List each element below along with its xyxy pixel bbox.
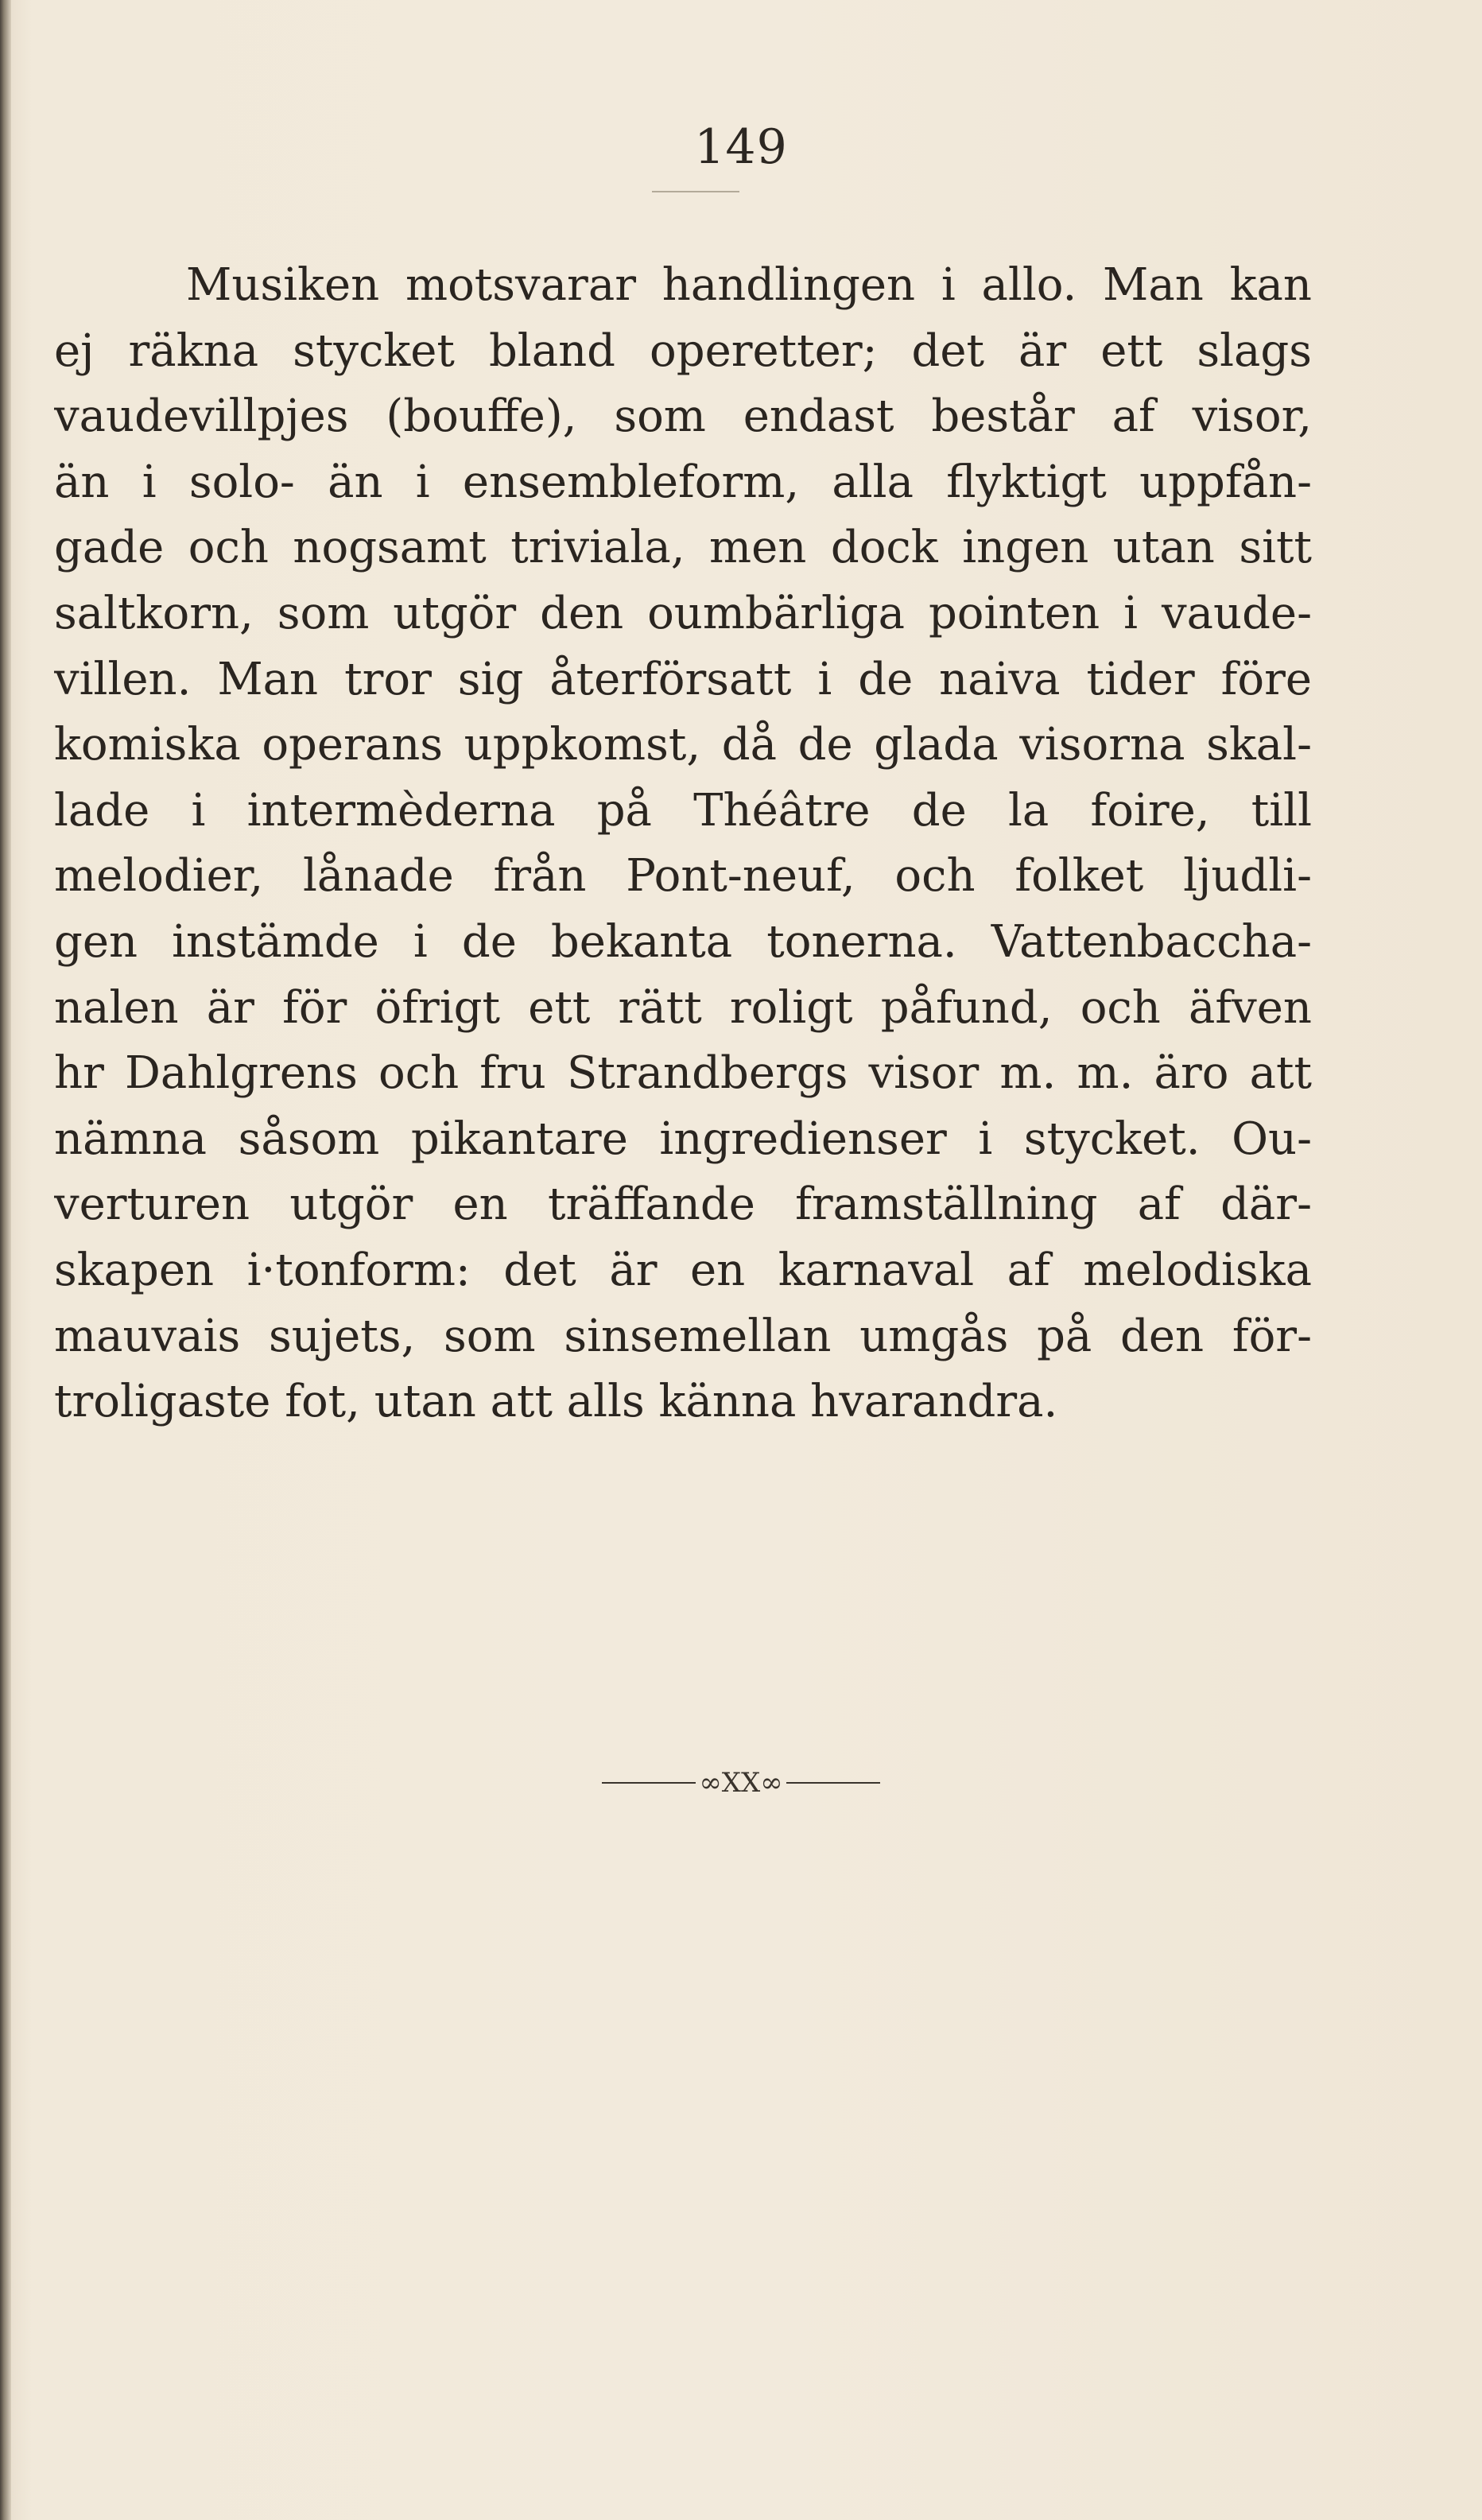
- text-line: villen. Man tror sig återförsatt i de naiva tider före: [54, 653, 1312, 705]
- text-line: komiska operans uppkomst, då de glada visorna skal-: [54, 719, 1312, 771]
- text-line: Musiken motsvarar handlingen i allo. Man kan: [186, 259, 1312, 311]
- ornament-rule-right: [786, 1782, 880, 1784]
- text-line: gade och nogsamt triviala, men dock ingen utan sitt: [54, 522, 1312, 574]
- binding-edge: [0, 0, 11, 2520]
- text-line: hr Dahlgrens och fru Strandbergs visor m. m. äro att: [54, 1047, 1312, 1100]
- section-end-ornament: [0, 1762, 1482, 1799]
- text-line: skapen i·tonform: det är en karnaval af melodiska: [54, 1244, 1312, 1296]
- text-line: lade i intermèderna på Théâtre de la foire, till: [54, 784, 1312, 837]
- paragraph: [54, 253, 1312, 1435]
- header-rule: [652, 191, 739, 192]
- ornament-rule-left: [602, 1782, 696, 1784]
- page-number: 149: [694, 119, 788, 175]
- text-line: troligaste fot, utan att alls känna hvarandra.: [54, 1376, 1058, 1428]
- text-line: mauvais sujets, som sinsemellan umgås på den för-: [54, 1310, 1312, 1362]
- text-line: än i solo- än i ensembleform, alla flyktigt uppfån-: [54, 456, 1312, 508]
- text-line: verturen utgör en träffande framställning af där-: [54, 1178, 1312, 1231]
- text-line: ej räkna stycket bland operetter; det är ett slags: [54, 324, 1312, 377]
- text-line: vaudevillpjes (bouffe), som endast består af visor,: [54, 390, 1312, 443]
- text-line: melodier, lånade från Pont-neuf, och folket ljudli-: [54, 850, 1312, 903]
- text-line: saltkorn, som utgör den oumbärliga pointen i vaude-: [54, 587, 1312, 639]
- ornament-glyph: ∞XX∞: [699, 1767, 783, 1799]
- text-line: nämna såsom pikantare ingredienser i stycket. Ou-: [54, 1112, 1312, 1165]
- text-line: gen instämde i de bekanta tonerna. Vattenbaccha-: [54, 915, 1312, 968]
- text-line: nalen är för öfrigt ett rätt roligt påfund, och äfven: [54, 981, 1312, 1034]
